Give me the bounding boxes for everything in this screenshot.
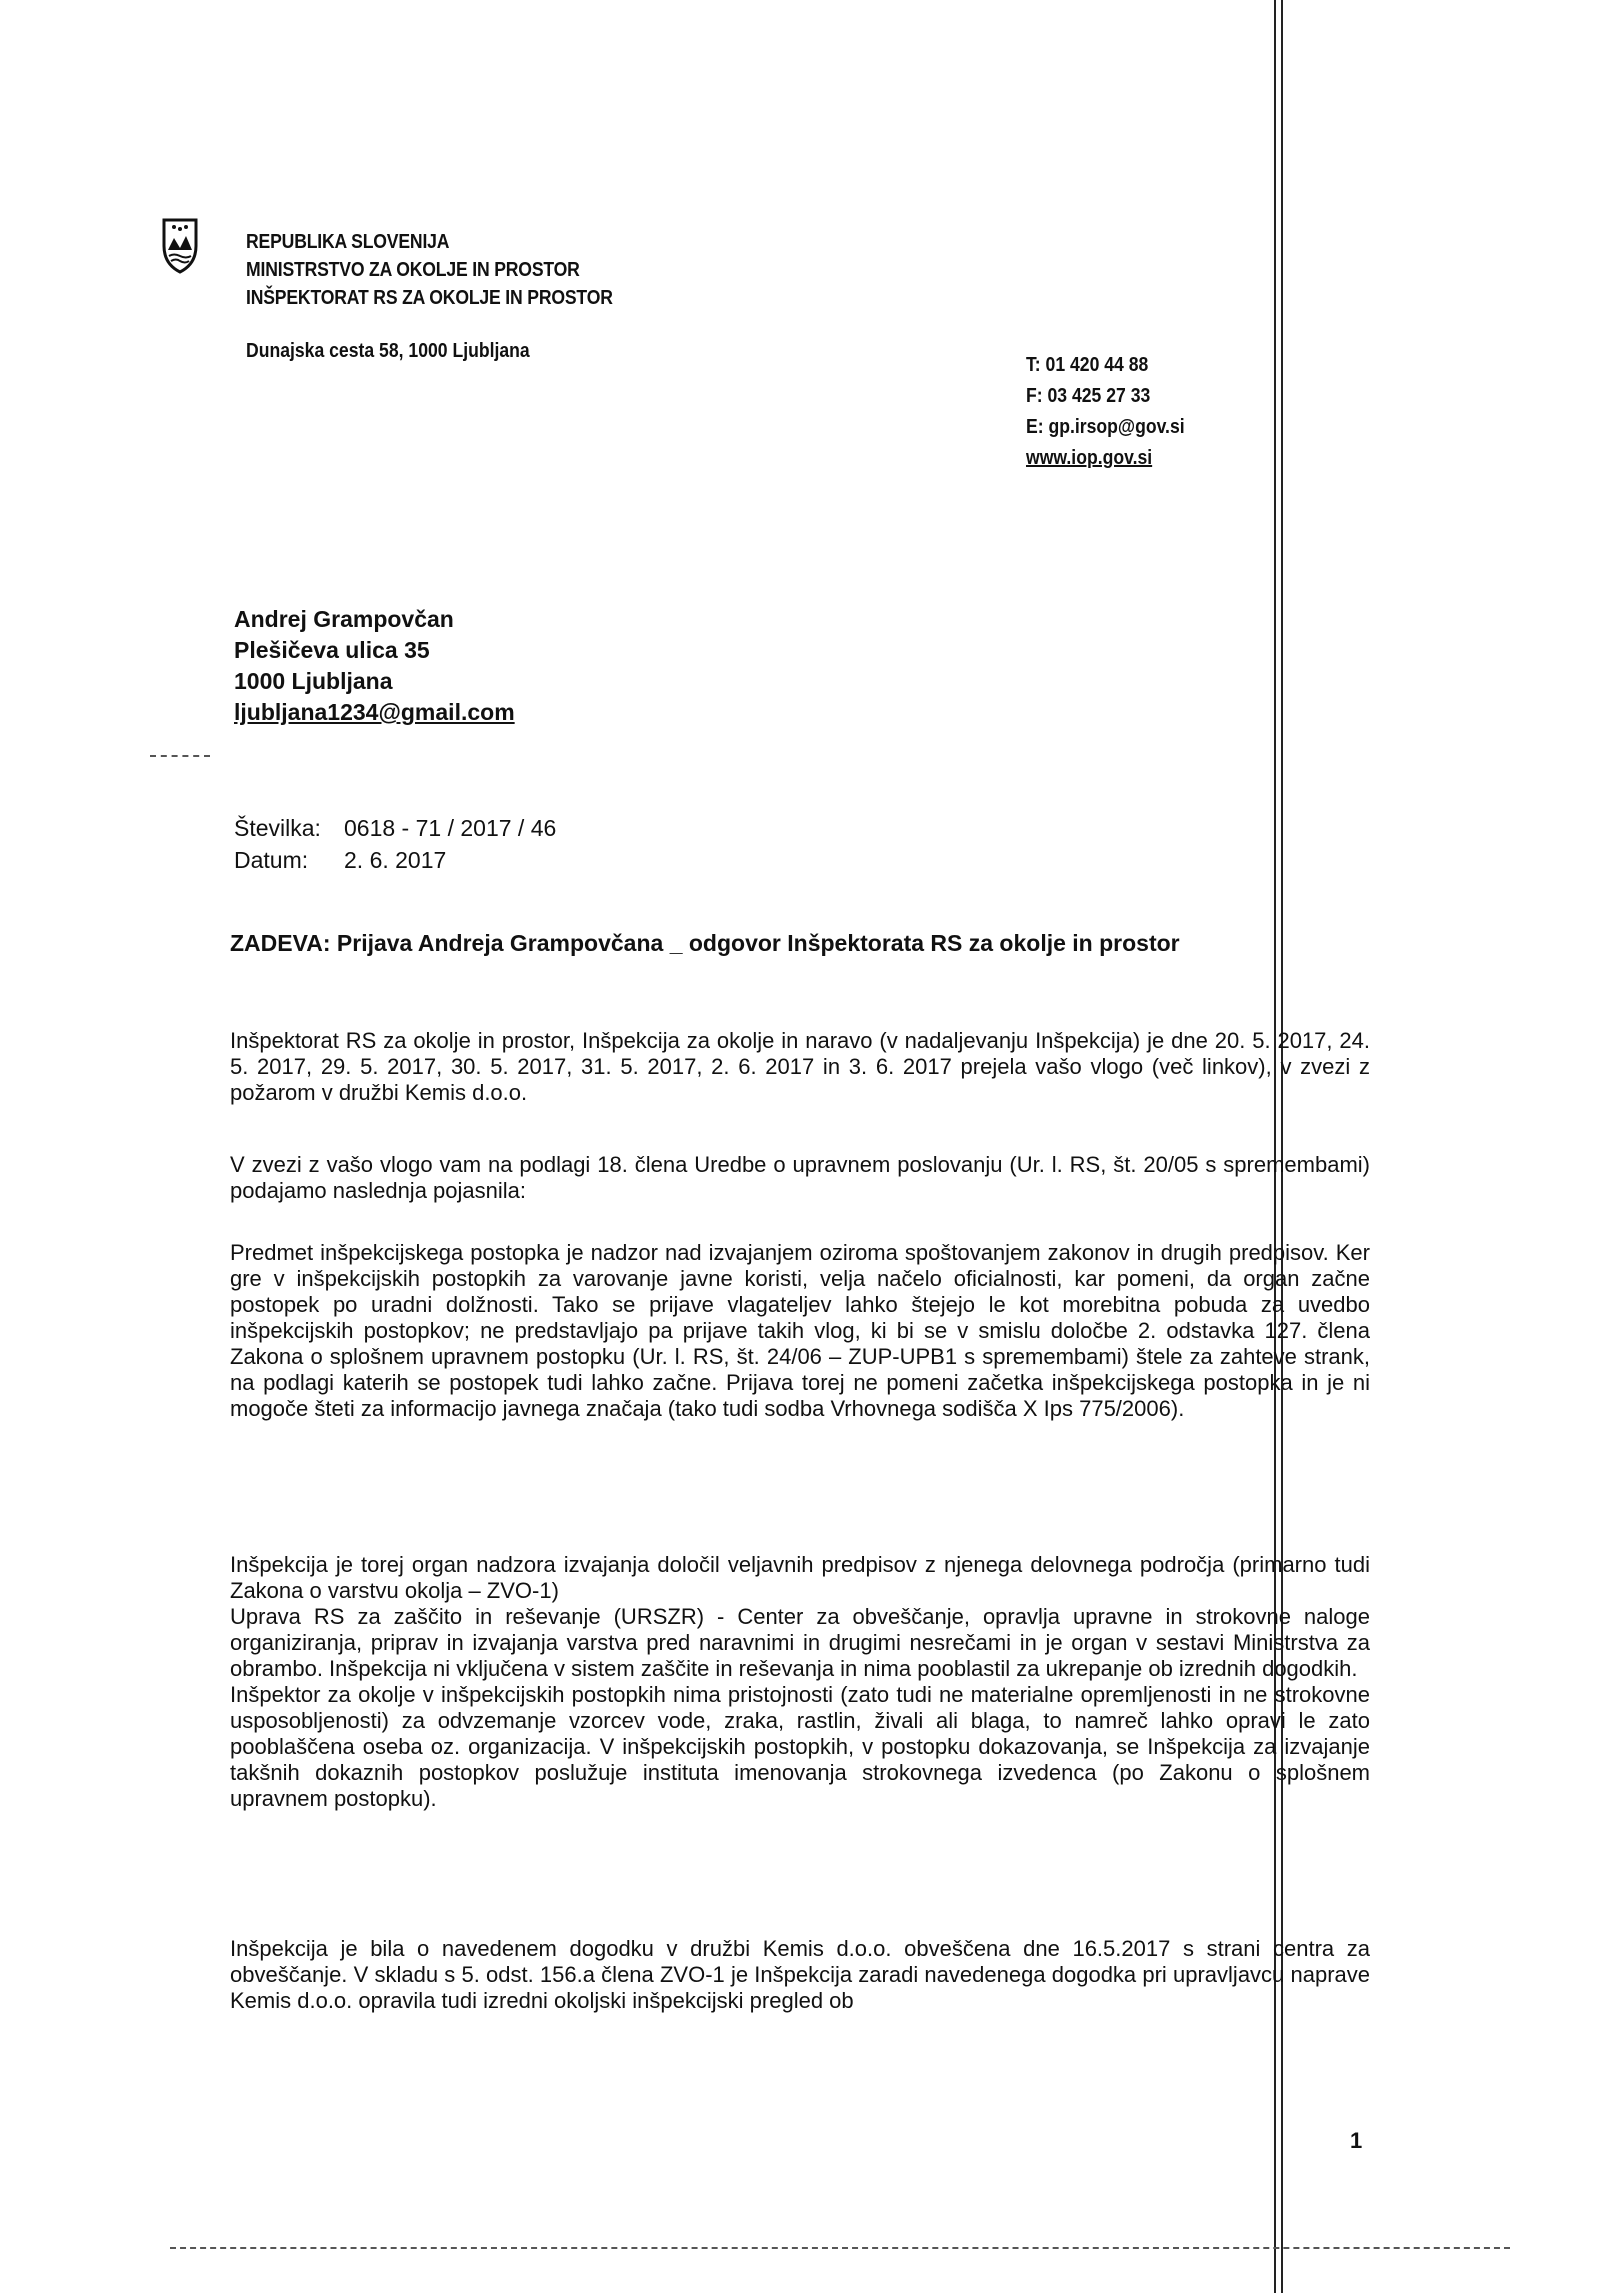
org-phone: T: 01 420 44 88 (1026, 354, 1149, 376)
body-paragraph: Inšpekcija je bila o navedenem dogodku v družbi Kemis d.o.o. obveščena dne 16.5.2017 s strani centra za obveščanje. V skladu s 5. odst. 156.a člena ZVO-1 je Inšpekcija zaradi navedenega dogodka pri upravljavcu naprave Kemis d.o.o. opravila tudi izredni okoljski inšpekcijski pregled ob (230, 1936, 1370, 2013)
org-contacts (1026, 350, 1185, 474)
org-country: REPUBLIKA SLOVENIJA (246, 231, 450, 253)
reference-number (234, 812, 556, 844)
body-section (230, 1552, 1370, 1812)
body-paragraph: V zvezi z vašo vlogo vam na podlagi 18. člena Uredbe o upravnem poslovanju (Ur. l. RS, št. 20/05 s spremembami) podajamo naslednja pojasnila: (230, 1152, 1370, 1203)
recipient-street: Plešičeva ulica 35 (234, 637, 430, 663)
org-fax: F: 03 425 27 33 (1026, 385, 1151, 407)
org-address: Dunajska cesta 58, 1000 Ljubljana (246, 340, 530, 362)
org-inspectorate: INŠPEKTORAT RS ZA OKOLJE IN PROSTOR (246, 287, 613, 309)
body-paragraph: Inšpekcija je torej organ nadzora izvajanja določil veljavnih predpisov z njenega delovnega področja (primarno tudi Zakona o varstvu okolja – ZVO-1) (230, 1552, 1370, 1603)
org-email: E: gp.irsop@gov.si (1026, 416, 1185, 438)
recipient-name: Andrej Grampovčan (234, 606, 454, 632)
scan-artifact-dash (170, 2247, 1510, 2251)
reference-date (234, 844, 556, 876)
recipient-city: 1000 Ljubljana (234, 668, 393, 694)
page-number: 1 (1350, 2128, 1363, 2153)
letter-subject: ZADEVA: Prijava Andreja Grampovčana _ odgovor Inšpektorata RS za okolje in prostor (230, 930, 1180, 956)
organization-header (246, 228, 613, 312)
scan-artifact-dash (150, 755, 210, 759)
reference-number-label: Številka: (234, 815, 321, 841)
recipient-email-link[interactable]: ljubljana1234@gmail.com (234, 699, 515, 725)
reference-number-value: 0618 - 71 / 2017 / 46 (344, 815, 557, 841)
slovenia-coat-of-arms-icon (160, 216, 200, 276)
body-paragraph: Inšpektor za okolje v inšpekcijskih postopkih nima pristojnosti (zato tudi ne materialne opremljenosti in ne strokovne usposobljenosti) za odvzemanje vzorcev vode, zraka, rastlin, živali ali blaga, to namreč lahko opravi le zato pooblaščena oseba oz. organizacija. V inšpekcijskih postopkih, v postopku dokazovanja, se Inšpekcija za izvajanje takšnih dokaznih postopkov poslužuje instituta imenovanja strokovnega izvedenca (po Zakonu o splošnem upravnem postopku). (230, 1682, 1370, 1811)
body-paragraph: Predmet inšpekcijskega postopka je nadzor nad izvajanjem oziroma spoštovanjem zakonov in drugih predpisov. Ker gre v inšpekcijskih postopkih za varovanje javne koristi, velja načelo oficialnosti, kar pomeni, da organ začne postopek po uradni dolžnosti. Tako se prijave vlagateljev lahko štejejo le kot morebitna pobuda za uvedbo inšpekcijskih postopkov; ne predstavljajo pa prijave takih vlog, ki bi se v smislu določbe 2. odstavka 127. člena Zakona o splošnem upravnem postopku (Ur. l. RS, št. 24/06 – ZUP-UPB1 s spremembami) štele za zahteve strank, na podlagi katerih se postopek tudi lahko začne. Prijava torej ne pomeni začetka inšpekcijskega postopka in je ni mogoče šteti za informacijo javnega značaja (tako tudi sodba Vrhovnega sodišča X Ips 775/2006). (230, 1240, 1370, 1421)
reference-block (234, 812, 556, 876)
org-ministry: MINISTRSTVO ZA OKOLJE IN PROSTOR (246, 259, 580, 281)
reference-date-value: 2. 6. 2017 (344, 847, 447, 873)
body-paragraph: Inšpektorat RS za okolje in prostor, Inšpekcija za okolje in naravo (v nadaljevanju Inšpekcija) je dne 20. 5. 2017, 24. 5. 2017, 29. 5. 2017, 30. 5. 2017, 31. 5. 2017, 2. 6. 2017 in 3. 6. 2017 prejela vašo vlogo (več linkov), v zvezi z požarom v družbi Kemis d.o.o. (230, 1028, 1370, 1105)
body-paragraph: Uprava RS za zaščito in reševanje (URSZR) - Center za obveščanje, opravlja upravne in strokovne naloge organiziranja, priprav in izvajanja varstva pred naravnimi in drugimi nesrečami in je organ v sestavi Ministrstva za obrambo. Inšpekcija ni vključena v sistem zaščite in reševanja in nima pooblastil za ukrepanje ob izrednih dogodkih. (230, 1604, 1370, 1681)
recipient-block (234, 604, 515, 728)
org-website-link[interactable]: www.iop.gov.si (1026, 447, 1153, 469)
reference-date-label: Datum: (234, 847, 309, 873)
